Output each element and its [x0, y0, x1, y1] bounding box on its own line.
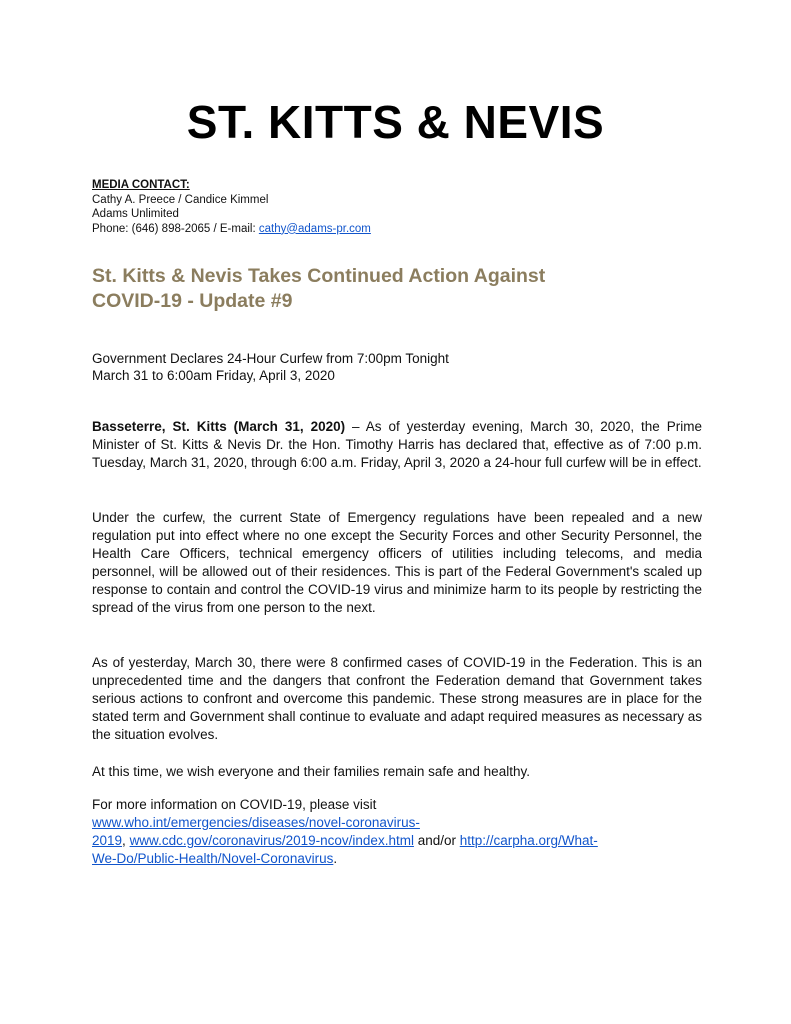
- subheadline-line-1: Government Declares 24-Hour Curfew from 7:00pm Tonight: [92, 351, 449, 366]
- subheadline-line-2: March 31 to 6:00am Friday, April 3, 2020: [92, 368, 335, 383]
- headline-line-1: St. Kitts & Nevis Takes Continued Action Against: [92, 265, 546, 287]
- link-separator-2: and/or: [413, 833, 460, 848]
- more-info-links-line-1: [92, 814, 702, 832]
- headline-line-2: COVID-19 - Update #9: [92, 290, 293, 312]
- paragraph-5: [92, 796, 702, 868]
- media-contact-block: [92, 178, 371, 236]
- more-info-intro: For more information on COVID-19, please visit: [92, 797, 377, 812]
- paragraph-2: Under the curfew, the current State of Emergency regulations have been repealed and a new regulation put into effect where no one except the Security Forces and other Security Personnel, the Health Care Officers, technical emergency officers of utilities including telecoms, and media personnel, will be allowed out of their residences. This is part of the Federal Government's scaled up response to contain and control the COVID-19 virus and minimize harm to its people by restricting the spread of the virus from one person to the next.: [92, 510, 702, 615]
- headline: [92, 264, 712, 314]
- who-link-part-2[interactable]: 2019: [92, 833, 123, 848]
- cdc-link[interactable]: www.cdc.gov/coronavirus/2019-ncov/index.html: [129, 833, 414, 848]
- link-separator-1: ,: [122, 833, 130, 848]
- closing-period: .: [333, 851, 338, 866]
- paragraph-4: At this time, we wish everyone and their families remain safe and healthy.: [92, 764, 530, 779]
- paragraph-3: As of yesterday, March 30, there were 8 confirmed cases of COVID-19 in the Federation. This is an unprecedented time and the dangers that confront the Federation demand that Government takes serious actions to confront and overcome this pandemic. These strong measures are in place for the stated term and Government shall continue to evaluate and adapt required measures as necessary as the situation evolves.: [92, 655, 702, 742]
- media-contact-label: MEDIA CONTACT:: [92, 179, 190, 191]
- masthead-title: ST. KITTS & NEVIS: [186, 96, 605, 148]
- contact-company: Adams Unlimited: [92, 208, 179, 220]
- contact-phone: Phone: (646) 898-2065 / E-mail:: [92, 222, 259, 235]
- who-link-part-1[interactable]: www.who.int/emergencies/diseases/novel-coronavirus-: [92, 815, 420, 830]
- subheadline: [92, 350, 692, 384]
- contact-names: Cathy A. Preece / Candice Kimmel: [92, 193, 269, 206]
- carpha-link-part-1[interactable]: http://carpha.org/What-: [459, 833, 598, 848]
- contact-phone-line: [92, 222, 371, 237]
- dateline: Basseterre, St. Kitts (March 31, 2020): [92, 419, 346, 434]
- more-info-links-line-3: [92, 850, 702, 868]
- paragraph-1: [92, 418, 702, 472]
- paragraph-1-text: – As of yesterday evening, March 30, 2020, the Prime Minister of St. Kitts & Nevis Dr. the Hon. Timothy Harris has declared that, effective as of 7:00 p.m. Tuesday, March 31, 2020, through 6:00 a.m. Friday, April 3, 2020 a 24-hour full curfew will be in effect.: [92, 419, 702, 470]
- contact-email-link[interactable]: cathy@adams-pr.com: [258, 222, 371, 235]
- carpha-link-part-2[interactable]: We-Do/Public-Health/Novel-Coronavirus: [92, 851, 334, 866]
- more-info-links-line-2: [92, 832, 702, 850]
